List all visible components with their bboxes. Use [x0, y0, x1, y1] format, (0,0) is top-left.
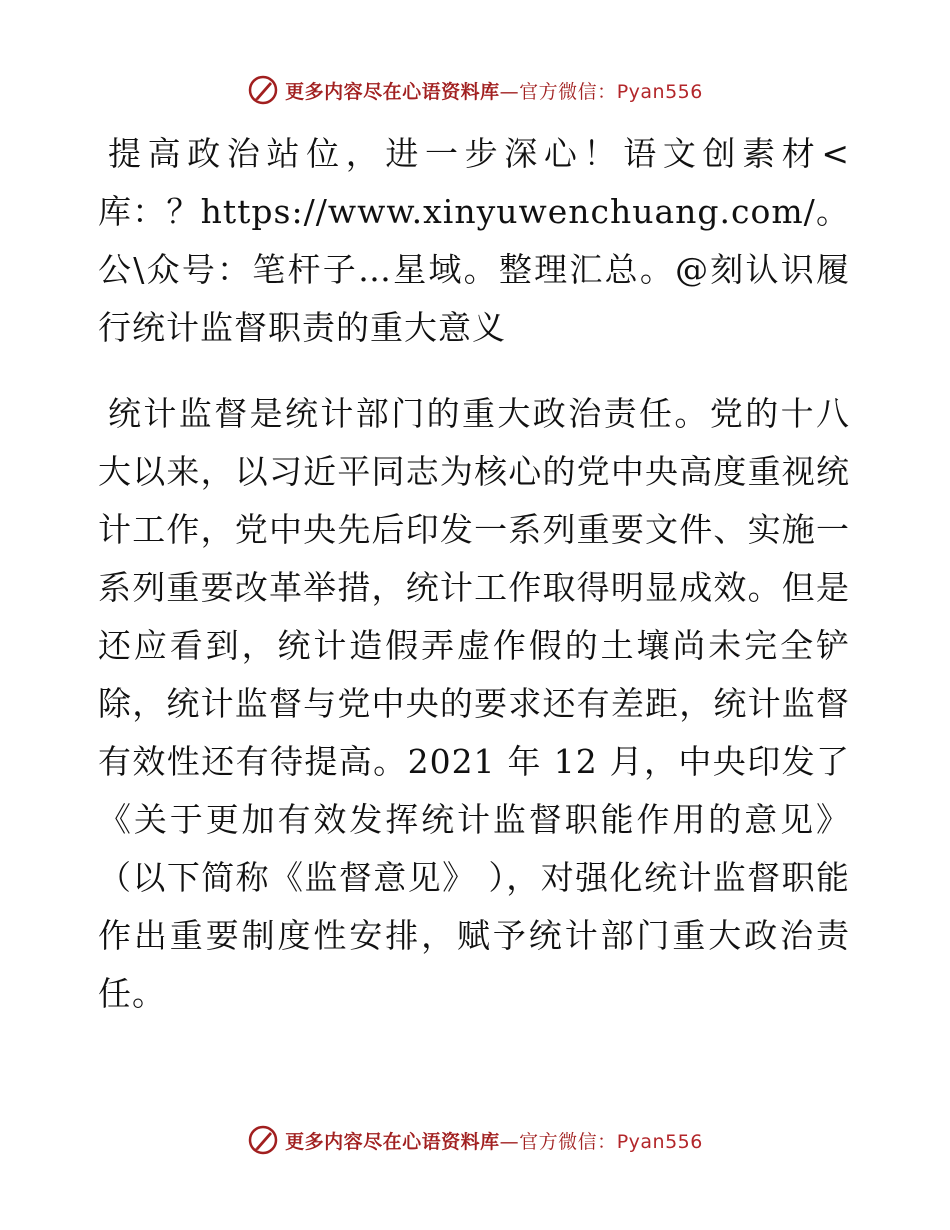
watermark-text: [285, 1127, 703, 1154]
watermark-separator: —: [499, 80, 520, 103]
watermark-wechat-id: Pyan556: [616, 1130, 703, 1153]
watermark-wechat-id: Pyan556: [616, 80, 703, 103]
quill-pen-circle-icon: [247, 74, 279, 106]
header-watermark: [0, 70, 950, 110]
watermark-brand: 更多内容尽在心语资料库: [285, 80, 500, 103]
footer-watermark: [0, 1120, 950, 1160]
watermark-official-label: 官方微信：: [519, 1130, 617, 1153]
watermark-official-label: 官方微信：: [519, 80, 617, 103]
watermark-text: [285, 77, 703, 104]
watermark-separator: —: [499, 1130, 520, 1153]
watermark-brand: 更多内容尽在心语资料库: [285, 1130, 500, 1153]
paragraph-intro: 提高政治站位，进一步深心！语文创素材<库：？https://www.xinyuwenchuang.com/。公\众号：笔杆子…星域。整理汇总。@刻认识履行统计监督职责的重大意义: [98, 134, 850, 347]
document-body: [98, 125, 850, 1023]
quill-pen-circle-icon: [247, 1124, 279, 1156]
paragraph-main: 统计监督是统计部门的重大政治责任。党的十八大以来，以习近平同志为核心的党中央高度重视统计工作，党中央先后印发一系列重要文件、实施一系列重要改革举措，统计工作取得明显成效。但是还应看到，统计造假弄虚作假的土壤尚未完全铲除，统计监督与党中央的要求还有差距，统计监督有效性还有待提高。2021 年 12 月，中央印发了《关于更加有效发挥统计监督职能作用的意见》（以下简称《监督意见》 ），对强化统计监督职能作出重要制度性安排，赋予统计部门重大政治责任。: [98, 394, 850, 1013]
